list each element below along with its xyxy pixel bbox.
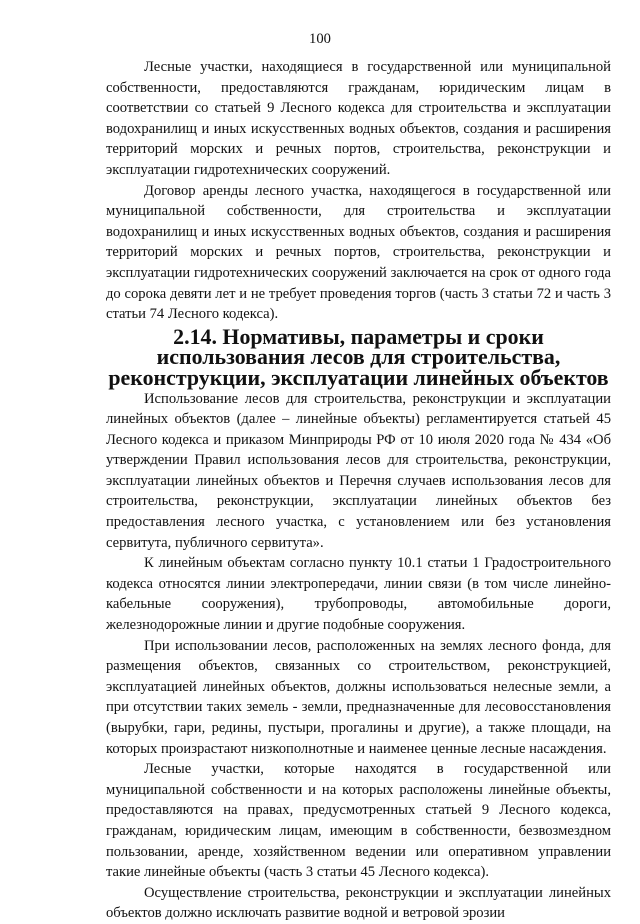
- paragraph-lease-agreement: Договор аренды лесного участка, находящегося в государственной или муниципальной собственности, для строительства и эксплуатации водохранилищ и иных искусственных водных объектов, создания и расширения территорий морских и речных портов, строительства, реконструкции и эксплуатации гидротехнических сооружений заключается на срок от одного года до сорока девяти лет и не требует проведения торгов (часть 3 статьи 72 и часть 3 статьи 74 Лесного кодекса).: [106, 182, 611, 323]
- section-heading-2-14: 2.14. Нормативы, параметры и сроки использования лесов для строительства, реконструкции, эксплуатации линейных объектов: [108, 323, 609, 390]
- paragraph-non-forest-land-use: При использовании лесов, расположенных на землях лесного фонда, для размещения объектов, связанных со строительством, реконструкцией, эксплуатацией линейных объектов, должны использоваться нелесные земли, а при отсутствии таких земель - земли, предназначенные для лесовосстановления (вырубки, гари, редины, пустыри, прогалины и другие), а также площади, на которых произрастают низкополнотные и наименее ценные лесные насаждения.: [106, 637, 611, 757]
- paragraph-erosion-prevention: Осуществление строительства, реконструкции и эксплуатации линейных объектов должно исключать развитие водной и ветровой эрозии: [106, 884, 611, 922]
- page-content: [106, 57, 611, 924]
- paragraph-plots-rights: Лесные участки, которые находятся в государственной или муниципальной собственности и на которых расположены линейные объекты, предоставляются на правах, предусмотренных статьей 9 Лесного кодекса, гражданам, юридическим лицам, имеющим в собственности, безвозмездном пользовании, аренде, хозяйственном ведении или оперативном управлении такие линейные объекты (часть 3 статьи 45 Лесного кодекса).: [106, 761, 611, 881]
- paragraph-forest-use-regulation: Использование лесов для строительства, реконструкции и эксплуатации линейных объектов (далее – линейные объекты) регламентируется статьей 45 Лесного кодекса и приказом Минприроды РФ от 10 июля 2020 года № 434 «Об утверждении Правил использования лесов для строительства, реконструкции, эксплуатации линейных объектов и Перечня случаев использования лесов для строительства, реконструкции, эксплуатации линейных объектов без предоставления лесного участка, с установлением или без установления сервитута, публичного сервитута».: [106, 390, 611, 551]
- paragraph-linear-objects-definition: К линейным объектам согласно пункту 10.1 статьи 1 Градостроительного кодекса относятся линии электропередачи, линии связи (в том числе линейно-кабельные сооружения), трубопроводы, автомобильные дороги, железнодорожные линии и другие подобные сооружения.: [106, 555, 611, 634]
- paragraph-forest-plots-provision: Лесные участки, находящиеся в государственной или муниципальной собственности, предоставляются гражданам, юридическим лицам в соответствии со статьей 9 Лесного кодекса для строительства и эксплуатации водохранилищ и иных искусственных водных объектов, создания и расширения территорий морских и речных портов, строительства, реконструкции и эксплуатации гидротехнических сооружений.: [106, 59, 611, 178]
- page-number: 100: [309, 31, 331, 47]
